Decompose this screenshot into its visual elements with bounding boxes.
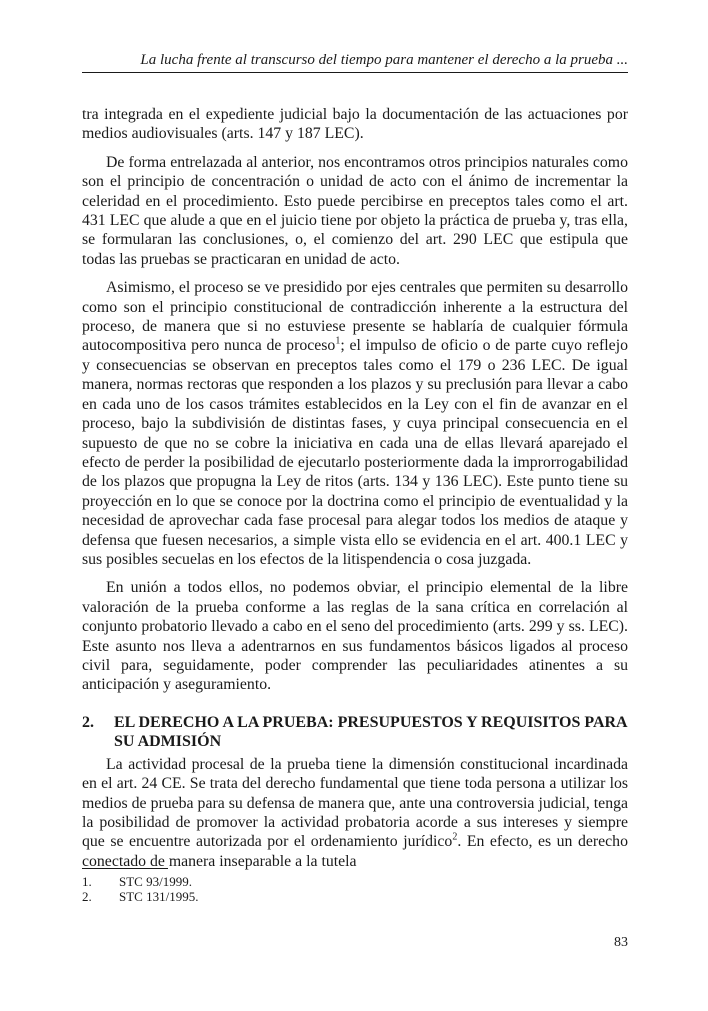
body-text [82,105,628,880]
footnote-ref-2[interactable]: 2 [452,832,458,844]
paragraph-2: De forma entrelazada al anterior, nos encontramos otros principios naturales como son el principio de concentración o unidad de acto con el ánimo de incrementar la celeridad en el procedimiento. Esto puede percibirse en preceptos tales como el art. 431 LEC que alude a que en el juicio tiene por objeto la práctica de prueba y, tras ella, se formularan las conclusiones, o, el comienzo del art. 290 LEC que estipula que todas las pruebas se practicaran en unidad de acto. [82,153,628,268]
paragraph-3 [82,278,628,569]
footnote-number: 2. [82,889,92,904]
footnote-2 [82,889,198,904]
paragraph-3-part-b: ; el impulso de oficio o de parte cuyo reflejo y consecuencias se observan en preceptos tales como el 179 o 236 LEC. De igual manera, normas rectoras que responden a los plazos y su preclusión para llevar a cabo en cada uno de los casos trámites establecidos en la Ley con el fin de avanzar en el proceso, bajo la subdivisión de distintas fases, y cuya principal consecuencia en el supuesto de que no se cobre la iniciativa en cada una de ellas llevará aparejado el efecto de perder la posibilidad de ejecutarlo posteriormente dada la improrrogabilidad de los plazos que propugna la Ley de ritos (arts. 134 y 136 LEC). Este punto tiene su proyección en lo que se conoce por la doctrina como el principio de eventualidad y la necesidad de aprovechar cada fase procesal para alegar todos los medios de ataque y defensa que fuesen necesarios, a simple vista ello se evidencia en el art. 400.1 LEC y sus posibles secuelas en los efectos de la litispendencia o cosa juzgada. [82,337,628,568]
section-title: EL DERECHO A LA PRUEBA: PRESUPUESTOS Y REQUISITOS PARA SU ADMISIÓN [114,713,627,750]
paragraph-5-part-a: La actividad procesal de la prueba tiene la dimensión constitucional incardinada en el art. 24 CE. Se trata del derecho fundamental que tiene toda persona a utilizar los medios de prueba para su defensa de manera que, ante una controversia judicial, tenga la posibilidad de promover la actividad probatoria acorde a sus intereses y siempre que se encuentre autorizada por el ordenamiento jurídico [82,755,628,851]
running-head: La lucha frente al transcurso del tiempo para mantener el derecho a la prueba ... [82,52,628,73]
footnote-ref-1[interactable]: 1 [335,336,341,348]
paragraph-3-part-a: Asimismo, el proceso se ve presidido por ejes centrales que permiten su desarrollo como son el principio constitucional de contradicción inherente a la estructura del proceso, de manera que si no estuviese presente se hablaría de cualquier fórmula autocompositiva pero nunca de proceso [82,279,628,355]
paragraph-5-part-b: . En efecto, es un derecho conectado de manera inseparable a la tutela [82,833,628,870]
page-number: 83 [614,935,628,950]
footnote-text: STC 131/1995. [119,889,199,904]
footnote-text: STC 93/1999. [119,874,192,889]
paragraph-4: En unión a todos ellos, no podemos obviar, el principio elemental de la libre valoración de la prueba conforme a las reglas de la sana crítica en correlación al conjunto probatorio llevado a cabo en el seno del procedimiento (arts. 299 y ss. LEC). Este asunto nos lleva a adentrarnos en sus fundamentos básicos ligados al proceso civil para, seguidamente, poder comprender las peculiaridades atinentes a su anticipación y aseguramiento. [82,579,628,694]
section-number: 2. [82,713,94,731]
footnote-divider [82,868,168,869]
section-heading [82,713,628,751]
footnotes [82,874,198,904]
paragraph-5 [82,755,628,871]
footnote-number: 1. [82,874,92,889]
footnote-1 [82,874,198,889]
paragraph-1: tra integrada en el expediente judicial bajo la documentación de las actuaciones por medios audiovisuales (arts. 147 y 187 LEC). [82,106,628,143]
